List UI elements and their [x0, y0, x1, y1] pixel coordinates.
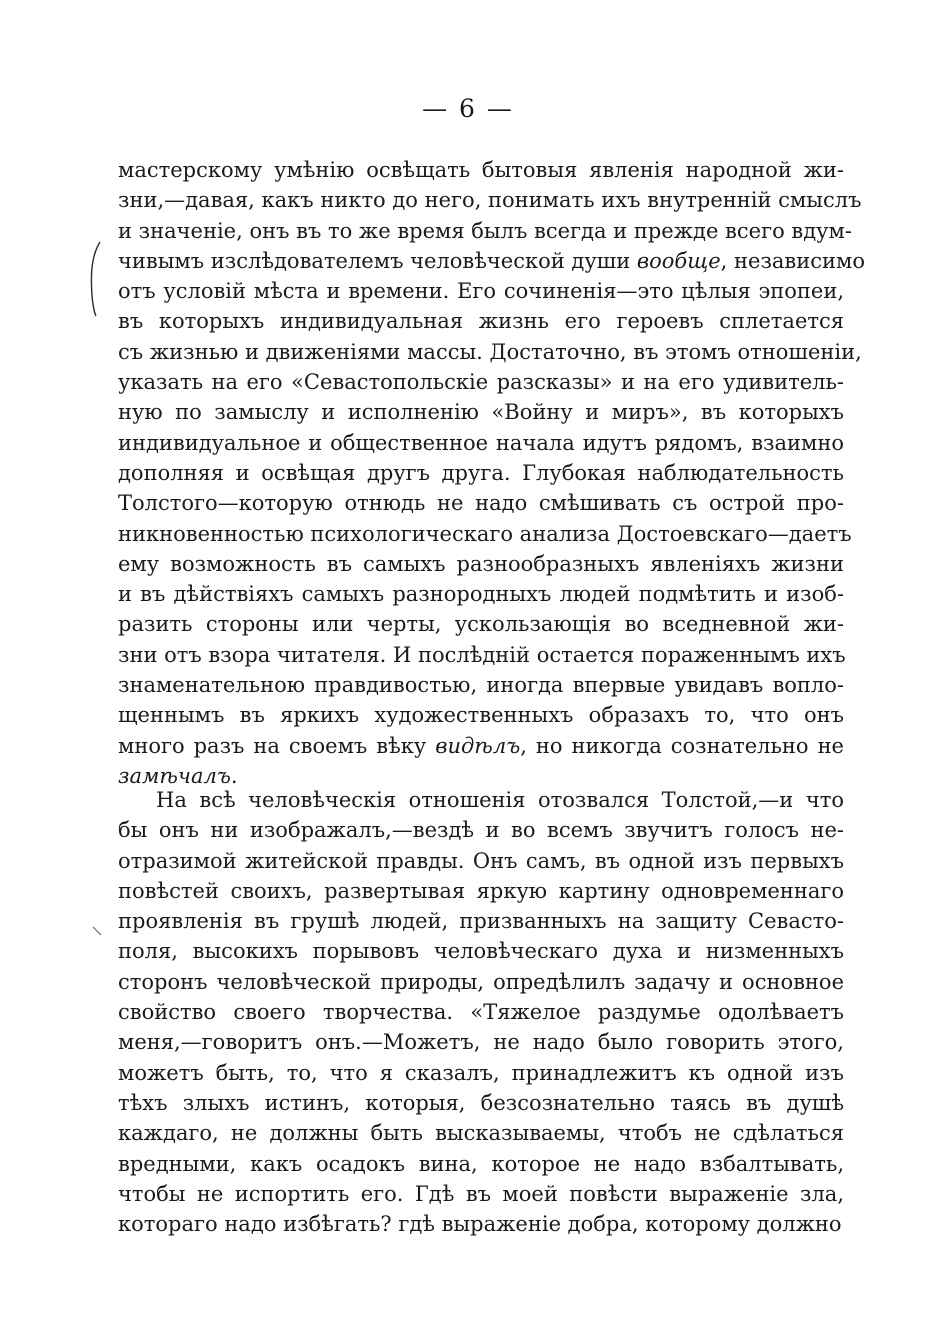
text-run: сторонъ человѣческой природы, опредѣлилъ задачу и основное [118, 969, 844, 994]
text-run: ему возможность въ самыхъ разнообразныхъ явленіяхъ жизни [118, 551, 844, 576]
text-line [118, 458, 844, 488]
text-run: мастерскому умѣнію освѣщать бытовыя явленія народной жи- [118, 158, 844, 182]
text-line [118, 846, 844, 876]
text-line [118, 731, 844, 761]
text-line [118, 876, 844, 906]
text-run: каждаго, не должны быть высказываемы, чтобъ не сдѣлаться [118, 1121, 844, 1146]
text-line [118, 579, 844, 609]
text-line [118, 700, 844, 730]
text-run: и въ дѣйствіяхъ самыхъ разнородныхъ людей подмѣтить и изоб- [118, 582, 844, 607]
text-line [118, 246, 865, 276]
page-number: — 6 — [422, 94, 514, 123]
text-run: котораго надо избѣгать? гдѣ выраженіе добра, которому должно [118, 1212, 842, 1237]
text-run: чивымъ изслѣдователемъ человѣческой души [118, 248, 637, 273]
text-line [118, 1179, 844, 1209]
paragraph-2 [118, 785, 844, 1239]
text-run: меня,—говоритъ онъ.—Можетъ, не надо было говорить этого, [118, 1030, 844, 1055]
text-line [118, 488, 844, 518]
text-run: въ которыхъ индивидуальная жизнь его героевъ сплетается [118, 309, 844, 334]
text-run: повѣстей своихъ, развертывая яркую картину одновременнаго [118, 878, 844, 903]
text-run: отразимой житейской правды. Онъ самъ, въ одной изъ первыхъ [118, 848, 844, 873]
text-run: указать на его «Севастопольскіе разсказы» и на его удивитель- [118, 370, 844, 395]
text-line [118, 185, 862, 215]
text-run: ную по замыслу и исполненію «Войну и миръ», въ которыхъ [118, 400, 844, 425]
text-line [118, 997, 844, 1027]
text-line [118, 276, 844, 306]
text-run: свойство своего творчества. «Тяжелое раздумье одолѣваетъ [118, 1000, 844, 1025]
italic-emphasis: вообще [636, 248, 721, 273]
text-line [118, 815, 844, 845]
text-line [118, 306, 844, 336]
text-line [118, 1118, 844, 1148]
text-line [118, 428, 844, 458]
text-run: зни,—давая, какъ никто до него, понимать ихъ внутренній смыслъ [118, 188, 862, 213]
text-run: никновенностью психологическаго анализа Достоевскаго—даетъ [118, 521, 852, 546]
text-run: , но никогда сознательно не [520, 733, 844, 758]
margin-bracket-mark [88, 240, 102, 322]
text-run: можетъ быть, то, что я сказалъ, принадлежитъ къ одной изъ [118, 1060, 844, 1085]
text-run: вредными, какъ осадокъ вина, которое не надо взбалтывать, [118, 1151, 844, 1176]
text-line [118, 397, 844, 427]
text-line [118, 936, 844, 966]
text-run: знаменательною правдивостью, иногда впервые увидавъ вопло- [118, 673, 844, 698]
text-line [118, 906, 844, 936]
text-run: зни отъ взора читателя. И послѣдній остается пораженнымъ ихъ [118, 642, 846, 667]
text-line [118, 155, 844, 185]
text-run: дополняя и освѣщая другъ друга. Глубокая наблюдательность [118, 460, 844, 485]
text-run: тѣхъ злыхъ истинъ, которыя, безсознательно таясь въ душѣ [118, 1090, 844, 1115]
italic-emphasis: видѣлъ [435, 733, 521, 758]
text-line [118, 609, 844, 639]
text-line [118, 1027, 844, 1057]
text-line [118, 1088, 844, 1118]
text-line [118, 216, 852, 246]
paragraph-1 [118, 155, 865, 791]
text-run: чтобы не испортить его. Гдѣ въ моей повѣсти выраженіе зла, [118, 1181, 844, 1206]
text-line [118, 367, 844, 397]
text-run: , независимо [720, 248, 865, 273]
text-line [118, 670, 844, 700]
text-run: и значеніе, онъ въ то же время былъ всегда и прежде всего вдум- [118, 218, 852, 243]
text-line [118, 785, 844, 815]
text-line [118, 1149, 844, 1179]
text-run: съ жизнью и движеніями массы. Достаточно, въ этомъ отношеніи, [118, 339, 862, 364]
text-run: поля, высокихъ порывовъ человѣческаго духа и низменныхъ [118, 939, 844, 964]
text-line [118, 967, 844, 997]
text-run: проявленія въ грушѣ людей, призванныхъ на защиту Севасто- [118, 909, 844, 934]
text-line [118, 640, 844, 670]
text-run: На всѣ человѣческія отношенія отозвался Толстой,—и что [156, 788, 844, 812]
text-run: . [230, 763, 238, 788]
text-run: Толстого—которую отнюдь не надо смѣшивать съ острой про- [118, 491, 844, 516]
text-run: индивидуальное и общественное начала идутъ рядомъ, взаимно [118, 430, 844, 455]
text-run: щеннымъ въ яркихъ художественныхъ образахъ то, что онъ [118, 703, 844, 728]
text-line [118, 1209, 844, 1239]
text-run: отъ условій мѣста и времени. Его сочиненія—это цѣлыя эпопеи, [118, 279, 844, 304]
text-line [118, 549, 844, 579]
text-line [118, 337, 862, 367]
text-line [118, 519, 852, 549]
italic-emphasis: замѣчалъ [118, 763, 231, 788]
margin-tick-mark [92, 923, 104, 942]
text-run: бы онъ ни изображалъ,—вездѣ и во всемъ звучитъ голосъ не- [118, 818, 844, 843]
text-run: много разъ на своемъ вѣку [118, 733, 436, 758]
text-run: разить стороны или черты, ускользающія во вседневной жи- [118, 612, 844, 637]
text-line [118, 1058, 844, 1088]
